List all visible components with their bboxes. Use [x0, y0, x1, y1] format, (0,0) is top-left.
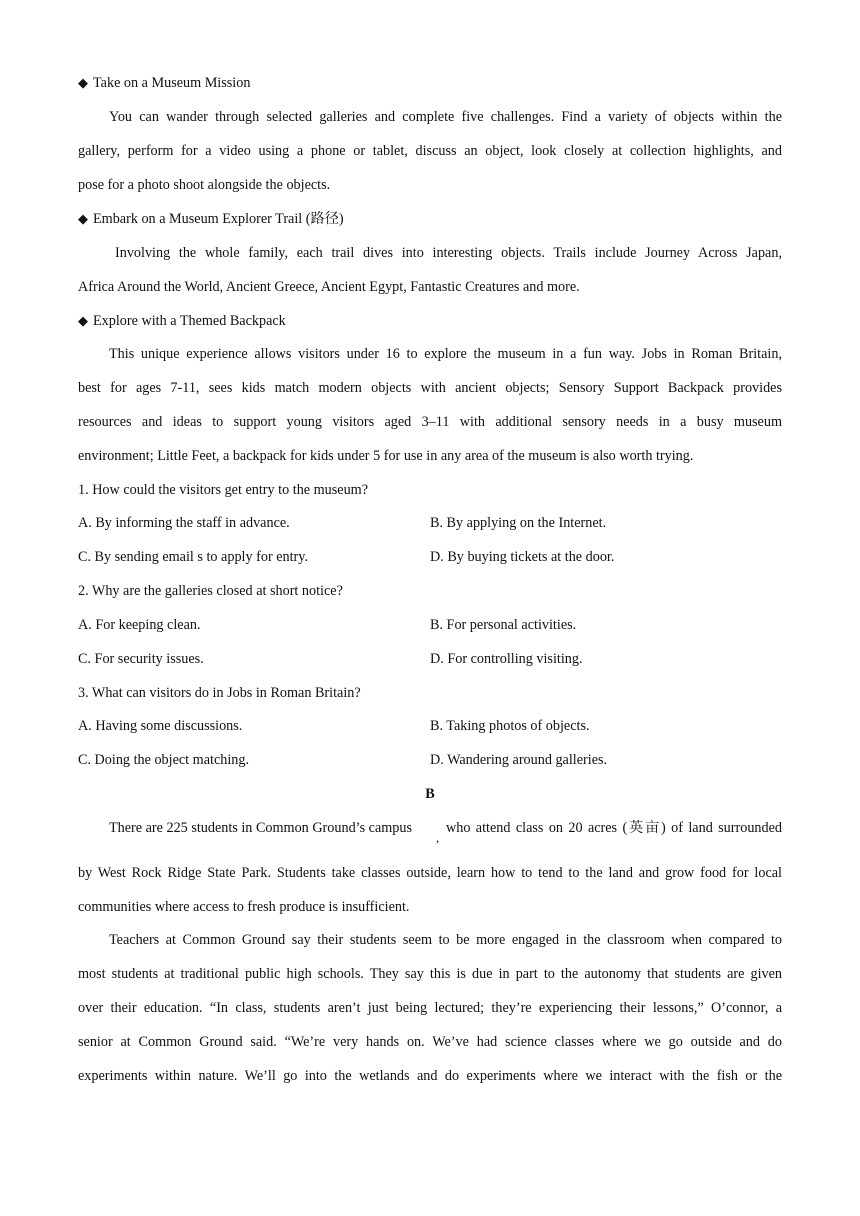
paragraph-line: communities where access to fresh produce is insufficient. — [78, 899, 410, 915]
paragraph-line: experiments within nature. We’ll go into the wetlands and do experiments where we interact with the fish or the — [78, 1068, 782, 1084]
answer-option: B. Taking photos of objects. — [430, 718, 590, 734]
paragraph-line: senior at Common Ground said. “We’re very hands on. We’ve had science classes where we go outside and do — [78, 1034, 782, 1050]
paragraph-line: You can wander through selected galleries and complete five challenges. Find a variety of objects within the — [109, 109, 782, 125]
heading-text: Explore with a Themed Backpack — [93, 313, 286, 329]
answer-option: A. Having some discussions. — [78, 718, 243, 734]
section-heading — [78, 312, 286, 330]
paragraph-line: gallery, perform for a video using a phone or tablet, discuss an object, look closely at collection highlights, and — [78, 143, 782, 159]
paragraph-line: Involving the whole family, each trail dives into interesting objects. Trails include Journey Across Japan, — [115, 245, 782, 261]
paragraph-line: best for ages 7-11, sees kids match modern objects with ancient objects; Sensory Support Backpack provides — [78, 380, 782, 396]
answer-option: A. By informing the staff in advance. — [78, 515, 290, 531]
paragraph-line: This unique experience allows visitors under 16 to explore the museum in a fun way. Jobs in Roman Britain, — [109, 346, 782, 362]
answer-option: D. By buying tickets at the door. — [430, 549, 615, 565]
question-stem: 2. Why are the galleries closed at short notice? — [78, 583, 343, 599]
answer-option: C. By sending email s to apply for entry. — [78, 549, 308, 565]
diamond-bullet-icon: ◆ — [78, 211, 88, 226]
stray-comma: , — [436, 830, 440, 845]
answer-option: D. Wandering around galleries. — [430, 752, 608, 768]
heading-text: Embark on a Museum Explorer Trail (路径) — [93, 211, 344, 227]
paragraph-line: There are 225 students in Common Ground’s campus — [109, 820, 413, 836]
paragraph-line: resources and ideas to support young visitors aged 3–11 with additional sensory needs in a busy museum — [78, 414, 782, 430]
answer-option: A. For keeping clean. — [78, 617, 201, 633]
question-stem: 1. How could the visitors get entry to the museum? — [78, 482, 369, 498]
answer-option: C. Doing the object matching. — [78, 752, 250, 768]
paragraph-line: Africa Around the World, Ancient Greece, Ancient Egypt, Fantastic Creatures and more. — [78, 279, 580, 295]
answer-option: B. By applying on the Internet. — [430, 515, 607, 531]
paragraph-line: over their education. “In class, students aren’t just being lectured; they’re experiencing their lessons,” O’connor, a — [78, 1000, 782, 1016]
paragraph-line: Teachers at Common Ground say their students seem to be more engaged in the classroom when compared to — [109, 932, 782, 948]
diamond-bullet-icon: ◆ — [78, 313, 88, 328]
answer-option: C. For security issues. — [78, 651, 204, 667]
answer-option: D. For controlling visiting. — [430, 651, 583, 667]
answer-option: B. For personal activities. — [430, 617, 577, 633]
section-label: B — [425, 786, 435, 802]
heading-text: Take on a Museum Mission — [93, 75, 251, 91]
paragraph-line: who attend class on 20 acres (英亩) of land surrounded — [446, 820, 782, 836]
section-heading — [78, 210, 344, 228]
diamond-bullet-icon: ◆ — [78, 75, 88, 90]
question-stem: 3. What can visitors do in Jobs in Roman Britain? — [78, 685, 361, 701]
paragraph-line: by West Rock Ridge State Park. Students take classes outside, learn how to tend to the land and grow food for local — [78, 865, 782, 881]
paragraph-line: most students at traditional public high schools. They say this is due in part to the autonomy that students are given — [78, 966, 782, 982]
section-heading — [78, 74, 250, 92]
paragraph-line: environment; Little Feet, a backpack for kids under 5 for use in any area of the museum is also worth trying. — [78, 448, 694, 464]
paragraph-line: pose for a photo shoot alongside the objects. — [78, 177, 331, 193]
